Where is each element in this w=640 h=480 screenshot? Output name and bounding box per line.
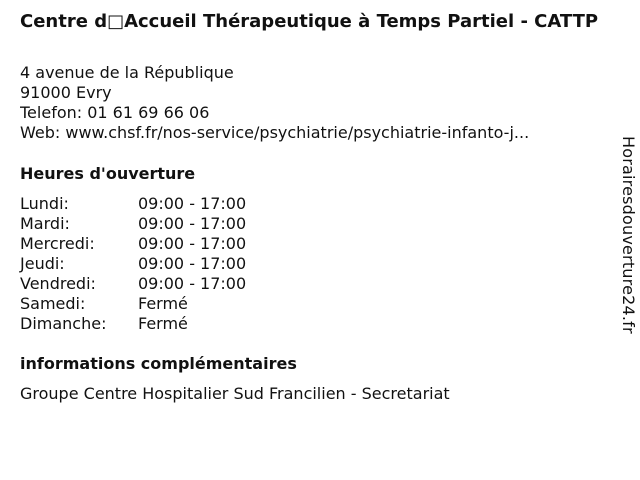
time-value: 09:00 - 17:00 <box>138 234 247 253</box>
info-text: Groupe Centre Hospitalier Sud Francilien - Secretariat <box>20 384 450 403</box>
time-value: Fermé <box>138 314 188 333</box>
time-value: Fermé <box>138 294 188 313</box>
day-label: Lundi: <box>20 194 69 213</box>
opening-hours-table <box>20 194 246 334</box>
street-address: 4 avenue de la République <box>20 63 234 82</box>
address-block <box>20 63 610 143</box>
day-label: Mercredi: <box>20 234 95 253</box>
day-label: Samedi: <box>20 294 86 313</box>
hours-row <box>20 214 246 234</box>
day-label: Jeudi: <box>20 254 65 273</box>
hours-row <box>20 194 246 214</box>
site-watermark: Horairesdouverture24.fr <box>619 136 638 334</box>
time-value: 09:00 - 17:00 <box>138 254 247 273</box>
time-value: 09:00 - 17:00 <box>138 214 247 233</box>
phone-number: Telefon: 01 61 69 66 06 <box>20 103 210 122</box>
hours-row <box>20 234 246 254</box>
time-value: 09:00 - 17:00 <box>138 274 247 293</box>
page-title: Centre d□Accueil Thérapeutique à Temps Partiel - CATTP <box>20 11 599 32</box>
day-label: Mardi: <box>20 214 70 233</box>
info-heading: informations complémentaires <box>20 354 297 373</box>
website-link[interactable]: Web: www.chsf.fr/nos-service/psychiatrie/psychiatrie-infanto-j... <box>20 123 530 142</box>
day-label: Vendredi: <box>20 274 96 293</box>
hours-row <box>20 314 246 334</box>
city-postcode: 91000 Evry <box>20 83 112 102</box>
hours-row <box>20 294 246 314</box>
hours-row <box>20 254 246 274</box>
day-label: Dimanche: <box>20 314 107 333</box>
hours-row <box>20 274 246 294</box>
time-value: 09:00 - 17:00 <box>138 194 247 213</box>
hours-heading: Heures d'ouverture <box>20 164 196 183</box>
